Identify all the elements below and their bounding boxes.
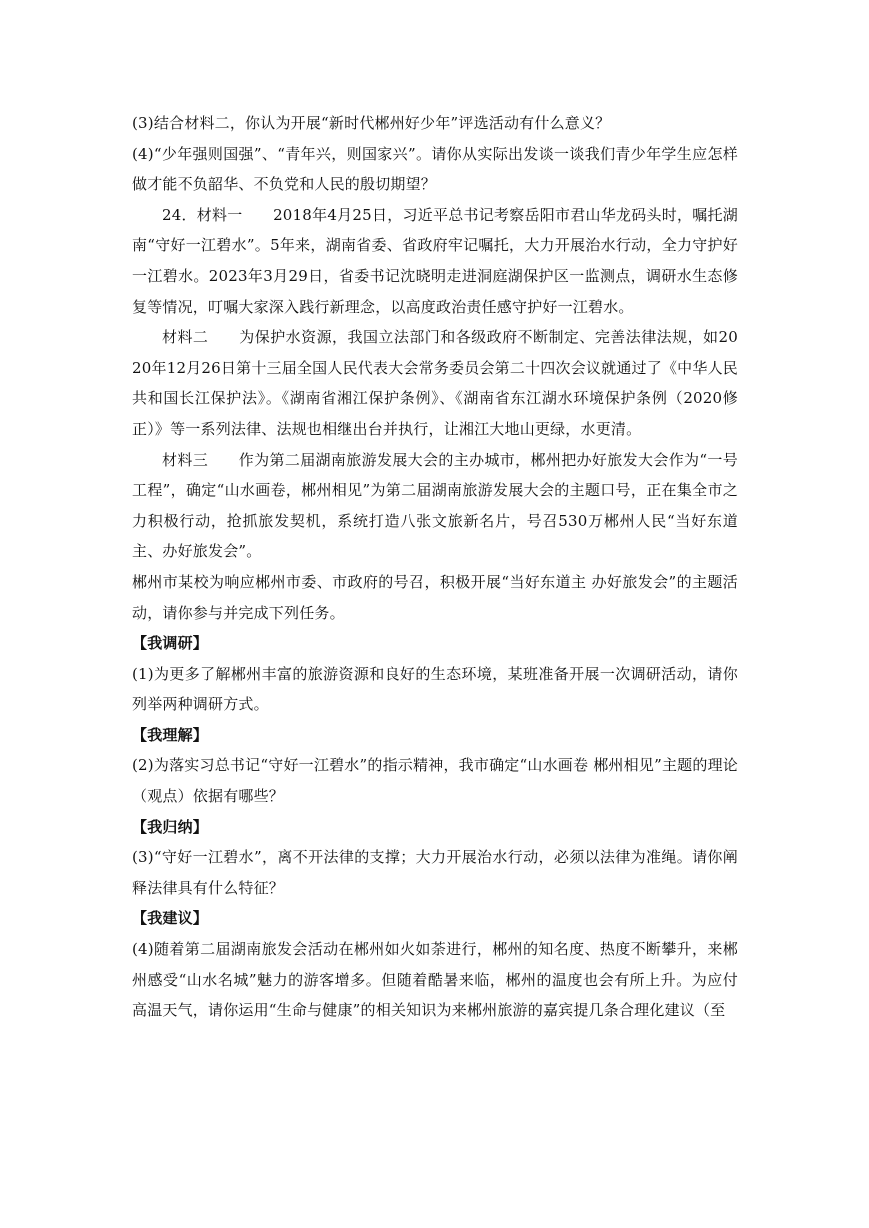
activity-intro: 郴州市某校为响应郴州市委、市政府的号召，积极开展“当好东道主 办好旅发会”的主题活动，请你参与并完成下列任务。 xyxy=(132,572,738,622)
material-two: 材料二 为保护水资源，我国立法部门和各级政府不断制定、完善法律法规，如2020年12月26日第十三届全国人民代表大会常务委员会第二十四次会议就通过了《中华人民共和国长江保护法》。《湖南省湘江保护条例》、《湖南省东江湖水环境保护条例（2020修正）》等一系列法律、法规也相继出台并执行，让湘江大地山更绿，水更清。 xyxy=(132,328,738,438)
question-23-4: (4)“少年强则国强”、“青年兴，则国家兴”。请你从实际出发谈一谈我们青少年学生应怎样做才能不负韶华、不负党和人民的殷切期望？ xyxy=(132,144,738,194)
document-body xyxy=(132,108,738,1026)
question-24-4: (4)随着第二届湖南旅发会活动在郴州如火如荼进行，郴州的知名度、热度不断攀升，来郴州感受“山水名城”魅力的游客增多。但随着酷暑来临，郴州的温度也会有所上升。为应付高温天气，请你运用“生命与健康”的相关知识为来郴州旅游的嘉宾提几条合理化建议（至 xyxy=(132,940,738,1020)
question-23-3: (3)结合材料二，你认为开展“新时代郴州好少年”评选活动有什么意义？ xyxy=(132,114,611,132)
section-heading-summarize: 【我归纳】 xyxy=(132,817,209,836)
question-24-3: (3)“守好一江碧水”，离不开法律的支撑；大力开展治水行动，必须以法律为准绳。请你阐释法律具有什么特征？ xyxy=(132,848,738,897)
material-one: 24．材料一 2018年4月25日，习近平总书记考察岳阳市君山华龙码头时，嘱托湖南“守好一江碧水”。5年来，湖南省委、省政府牢记嘱托，大力开展治水行动，全力守护好一江碧水。2023年3月29日，省委书记沈晓明走进洞庭湖保护区一监测点，调研水生态修复等情况，叮嘱大家深入践行新理念，以高度政治责任感守护好一江碧水。 xyxy=(132,205,738,316)
section-heading-understand: 【我理解】 xyxy=(132,725,209,744)
question-24-1: (1)为更多了解郴州丰富的旅游资源和良好的生态环境，某班准备开展一次调研活动，请你列举两种调研方式。 xyxy=(132,664,738,714)
section-heading-suggest: 【我建议】 xyxy=(132,909,209,928)
question-24-2: (2)为落实习总书记“守好一江碧水”的指示精神，我市确定“山水画卷 郴州相见”主题的理论（观点）依据有哪些？ xyxy=(132,756,738,806)
section-heading-survey: 【我调研】 xyxy=(132,634,209,653)
material-three: 材料三 作为第二届湖南旅游发展大会的主办城市，郴州把办好旅发大会作为“一号工程”，确定“山水画卷，郴州相见”为第二届湖南旅游发展大会的主题口号，正在集全市之力积极行动，抢抓旅发契机，系统打造八张文旅新名片，号召530万郴州人民“当好东道主、办好旅发会”。 xyxy=(132,450,738,561)
